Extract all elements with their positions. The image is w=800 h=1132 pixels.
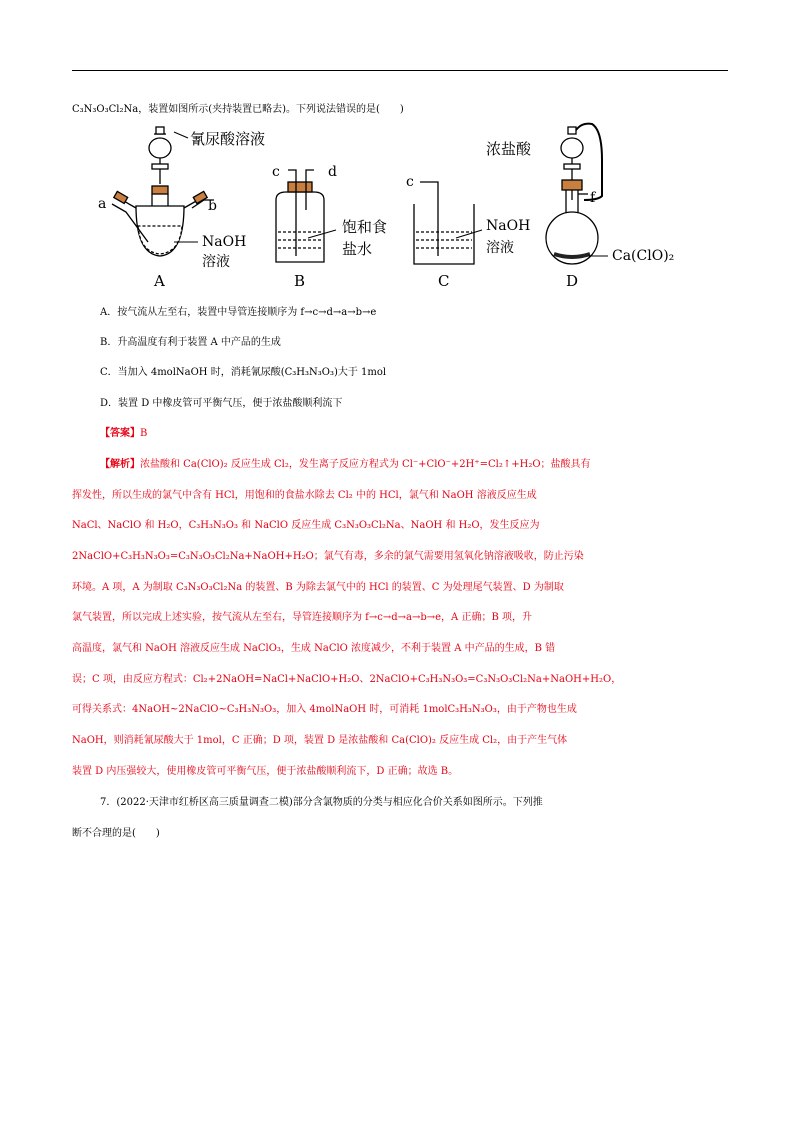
b-caption: B	[294, 272, 306, 290]
intro-text: ，装置如图所示(夹持装置已略去)。下列说法错误的是( )	[138, 104, 404, 115]
d-tube-f-label: f	[590, 190, 596, 206]
question-intro	[72, 100, 732, 120]
b-tube-c-label: c	[272, 164, 280, 180]
analysis-line-2: 挥发性，所以生成的氯气中含有 HCl，用饱和的食盐水除去 Cl₂ 中的 HCl，氯气和 NaOH 溶液反应生成	[72, 490, 537, 501]
analysis-line-11: 装置 D 内压强较大，使用橡皮管可平衡气压，便于浓盐酸顺利流下，D 正确；故选 B。	[72, 766, 459, 777]
a-reagent-leader	[174, 132, 188, 138]
analysis-line-5: 环境。A 项，A 为制取 C₃N₃O₃Cl₂Na 的装置、B 为除去氯气中的 HCl 的装置、C 为处理尾气装置、D 为制取	[72, 582, 564, 593]
analysis-line-4: 2NaClO+C₃H₃N₃O₃=C₃N₃O₃Cl₂Na+NaOH+H₂O；氯气有毒，多余的氯气需要用氢氧化钠溶液吸收，防止污染	[72, 551, 584, 562]
c-caption: C	[438, 272, 450, 290]
apparatus-b	[276, 170, 324, 262]
answer-label: 【答案】	[100, 428, 140, 439]
option-b: B．升高温度有利于装置 A 中产品的生成	[100, 337, 281, 348]
option-a: A．按气流从左至右，装置中导管连接顺序为 f→c→d→a→b→e	[100, 307, 377, 318]
intro-formula: C₃N₃O₃Cl₂Na	[72, 104, 139, 115]
apparatus-c	[414, 182, 474, 264]
next-question-line-1: 7．(2022·天津市红桥区高三质量调查二模)部分含氯物质的分类与相应化合价关系如图所示。下列推	[100, 797, 543, 808]
analysis-line-1	[100, 455, 760, 475]
analysis-line-7: 高温度，氯气和 NaOH 溶液反应生成 NaClO₃，生成 NaClO 浓度减少，不利于装置 A 中产品的生成，B 错	[72, 643, 556, 654]
d-reagent-label: 浓盐酸	[486, 140, 532, 158]
a-reagent-label: 氰尿酸溶液	[190, 130, 266, 148]
d-solid-label: Ca(ClO)₂	[612, 248, 675, 264]
analysis-line-6: 氯气装置，所以完成上述实验，按气流从左至右，导管连接顺序为 f→c→d→a→b→e，A 正确；B 项，升	[72, 612, 532, 623]
analysis-text-1: 浓盐酸和 Ca(ClO)₂ 反应生成 Cl₂，发生离子反应方程式为 Cl⁻+ClO⁻+2H⁺=Cl₂↑+H₂O；盐酸具有	[140, 459, 591, 470]
analysis-line-8: 误；C 项，由反应方程式：Cl₂+2NaOH=NaCl+NaClO+H₂O、2NaClO+C₃H₃N₃O₃=C₃N₃O₃Cl₂Na+NaOH+H₂O，	[72, 674, 622, 685]
apparatus-figure	[92, 120, 712, 292]
option-d: D．装置 D 中橡皮管可平衡气压，便于浓盐酸顺利流下	[100, 398, 343, 409]
analysis-label: 【解析】	[100, 459, 140, 470]
analysis-line-9: 可得关系式：4NaOH~2NaClO~C₃H₃N₃O₃，加入 4molNaOH 时，可消耗 1molC₃H₃N₃O₃，由于产物也生成	[72, 704, 577, 715]
b-liquid-label-2: 盐水	[342, 240, 373, 258]
d-caption: D	[566, 272, 579, 290]
b-liquid-label-1: 饱和食	[342, 218, 388, 236]
a-liquid-label-2: 溶液	[202, 254, 230, 270]
option-c: C．当加入 4molNaOH 时，消耗氰尿酸(C₃H₃N₃O₃)大于 1mol	[100, 367, 387, 378]
answer-value: B	[140, 428, 148, 439]
next-question-line-2: 断不合理的是( )	[72, 828, 160, 839]
c-tube-c-label: c	[406, 174, 414, 190]
analysis-line-10: NaOH，则消耗氰尿酸大于 1mol，C 正确；D 项，装置 D 是浓盐酸和 Ca(ClO)₂ 反应生成 Cl₂，由于产生气体	[72, 735, 568, 746]
header-rule	[72, 70, 728, 71]
c-liquid-label-1: NaOH	[486, 218, 531, 234]
a-tube-b-label: b	[208, 198, 217, 214]
c-liquid-label-2: 溶液	[486, 240, 514, 256]
analysis-line-3: NaCl、NaClO 和 H₂O，C₃H₃N₃O₃ 和 NaClO 反应生成 C₃N₃O₃Cl₂Na、NaOH 和 H₂O，发生反应为	[72, 520, 540, 531]
b-tube-d-label: d	[328, 164, 337, 180]
answer-line	[100, 424, 760, 444]
a-liquid-label-1: NaOH	[202, 234, 247, 250]
a-caption: A	[154, 272, 165, 290]
a-tube-a-label: a	[98, 196, 107, 212]
